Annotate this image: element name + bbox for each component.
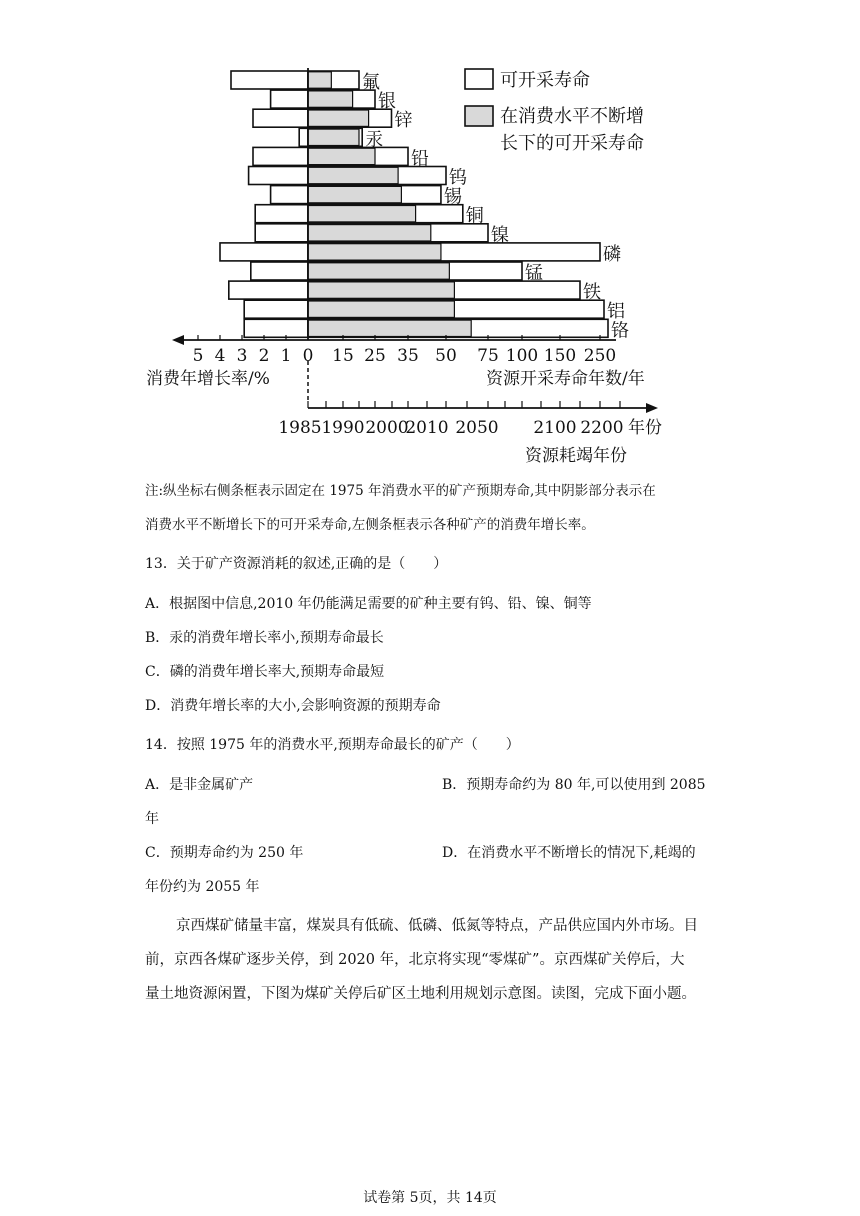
growing-life-bar-6 [308, 186, 401, 202]
mineral-label-5: 钨 [449, 167, 467, 189]
q13-option-b[interactable]: B．汞的消费年增长率小,预期寿命最长 [145, 630, 384, 646]
left-axis-title: 消费年增长率/% [146, 369, 270, 389]
growth-rate-bar-11 [229, 281, 308, 299]
mineral-label-6: 锡 [443, 186, 462, 208]
year-tick-label: 1985 [278, 418, 322, 438]
mineral-label-10: 锰 [525, 263, 543, 284]
q13-option-c[interactable]: C．磷的消费年增长率大,预期寿命最短 [145, 664, 385, 680]
mineral-label-0: 氟 [362, 72, 380, 93]
growth-rate-bar-1 [271, 90, 308, 108]
growth-rate-bar-5 [249, 167, 308, 185]
growth-rate-bar-9 [220, 243, 308, 261]
growth-rate-bar-12 [244, 300, 308, 318]
growing-life-bar-9 [308, 244, 441, 260]
year-tick-label: 1990 [321, 418, 365, 438]
right-tick-label: 75 [477, 346, 499, 366]
mineral-label-4: 铅 [411, 148, 429, 170]
growth-rate-bar-10 [251, 262, 308, 280]
mineral-label-7: 铜 [465, 205, 484, 227]
year-tick-label: 2050 [455, 418, 499, 438]
year-tick-label: 2000 [365, 418, 409, 438]
year-tick-label: 2010 [405, 418, 449, 438]
year-tick-label: 2200 [580, 418, 624, 438]
right-tick-label: 15 [332, 346, 354, 366]
mineral-label-3: 汞 [365, 129, 384, 151]
mineral-label-2: 锌 [394, 110, 413, 132]
mineral-label-12: 铝 [607, 301, 625, 323]
year-unit: 年份 [628, 418, 662, 438]
growing-life-bar-13 [308, 320, 471, 336]
right-axis-title: 资源开采寿命年数/年 [486, 369, 645, 389]
passage-line-1: 京西煤矿储量丰富，煤炭具有低硫、低磷、低氮等特点，产品供应国内外市场。目 [176, 918, 698, 934]
right-tick-label: 100 [505, 346, 539, 366]
left-tick-label: 5 [192, 346, 204, 366]
legend [465, 69, 644, 154]
growing-life-bar-5 [308, 167, 398, 183]
growing-life-bar-1 [308, 91, 353, 107]
growing-life-bar-11 [308, 282, 454, 298]
right-tick-label: 25 [364, 346, 386, 366]
q14-stem: 14．按照 1975 年的消费水平,预期寿命最长的矿产（ ） [145, 737, 520, 753]
q14-option-b[interactable]: B．预期寿命约为 80 年,可以使用到 2085 [442, 777, 706, 793]
growing-life-bar-3 [308, 129, 359, 145]
growth-rate-bar-3 [299, 128, 308, 146]
growing-life-bar-10 [308, 263, 449, 279]
mineral-label-11: 铁 [583, 282, 601, 304]
growing-life-bar-4 [308, 148, 375, 164]
right-tick-label: 35 [397, 346, 419, 366]
growth-rate-bar-7 [255, 205, 308, 223]
left-tick-label: 0 [302, 346, 314, 366]
q14-option-d[interactable]: D．在消费水平不断增长的情况下,耗竭的 [442, 845, 696, 861]
q13-stem: 13．关于矿产资源消耗的叙述,正确的是（ ） [145, 556, 448, 572]
growing-life-bar-12 [308, 301, 454, 317]
mineral-label-9: 磷 [603, 243, 621, 265]
q14-option-a[interactable]: A．是非金属矿产 [145, 777, 254, 793]
q14-option-c[interactable]: C．预期寿命约为 250 年 [145, 845, 304, 861]
legend-text-line-2: 长下的可开采寿命 [500, 133, 644, 154]
left-tick-label: 4 [214, 346, 226, 366]
year-axis-title: 资源耗竭年份 [525, 446, 627, 466]
chart-note-line-2: 消费水平不断增长下的可开采寿命,左侧条框表示各种矿产的消费年增长率。 [145, 517, 595, 533]
legend-swatch-fixed [465, 69, 493, 89]
left-tick-label: 1 [280, 346, 292, 366]
q13-option-d[interactable]: D．消费年增长率的大小,会影响资源的预期寿命 [145, 698, 441, 714]
q14-option-d-continued: 年份约为 2055 年 [145, 879, 260, 895]
legend-swatch-growing [465, 106, 493, 126]
left-tick-label: 2 [258, 346, 270, 366]
growing-life-bar-7 [308, 206, 416, 222]
growing-life-bar-2 [308, 110, 369, 126]
right-tick-label: 50 [435, 346, 457, 366]
growth-rate-bar-4 [253, 147, 308, 165]
growth-rate-bar-2 [253, 109, 308, 127]
left-arrow-icon [172, 335, 184, 345]
growth-rate-bar-0 [231, 71, 308, 89]
growing-life-bar-0 [308, 72, 331, 88]
q14-option-b-continued: 年 [145, 811, 159, 827]
year-axis-arrow-icon [646, 403, 658, 413]
mineral-life-chart [0, 0, 860, 470]
mineral-label-13: 铬 [611, 320, 629, 342]
legend-text-line-0: 可开采寿命 [500, 70, 590, 91]
mineral-label-8: 镍 [491, 224, 509, 246]
growing-life-bar-8 [308, 225, 431, 241]
growth-rate-bar-8 [255, 224, 308, 242]
growth-rate-bar-6 [271, 186, 308, 204]
mineral-label-1: 银 [378, 91, 396, 113]
chart-note-line-1: 注:纵坐标右侧条框表示固定在 1975 年消费水平的矿产预期寿命,其中阴影部分表示在 [145, 483, 656, 499]
year-tick-label: 2100 [533, 418, 577, 438]
q13-option-a[interactable]: A．根据图中信息,2010 年仍能满足需要的矿种主要有钨、铅、镍、铜等 [145, 596, 592, 612]
right-tick-label: 150 [543, 346, 577, 366]
left-tick-label: 3 [236, 346, 248, 366]
passage-line-3: 量土地资源闲置，下图为煤矿关停后矿区土地利用规划示意图。读图，完成下面小题。 [145, 986, 696, 1002]
page-footer: 试卷第 5页，共 14页 [363, 1190, 497, 1206]
growth-rate-bar-13 [244, 319, 308, 337]
passage-line-2: 前，京西各煤矿逐步关停，到 2020 年，北京将实现“零煤矿”。京西煤矿关停后，大 [145, 952, 685, 968]
legend-text-line-1: 在消费水平不断增 [500, 106, 644, 127]
right-tick-label: 250 [583, 346, 617, 366]
